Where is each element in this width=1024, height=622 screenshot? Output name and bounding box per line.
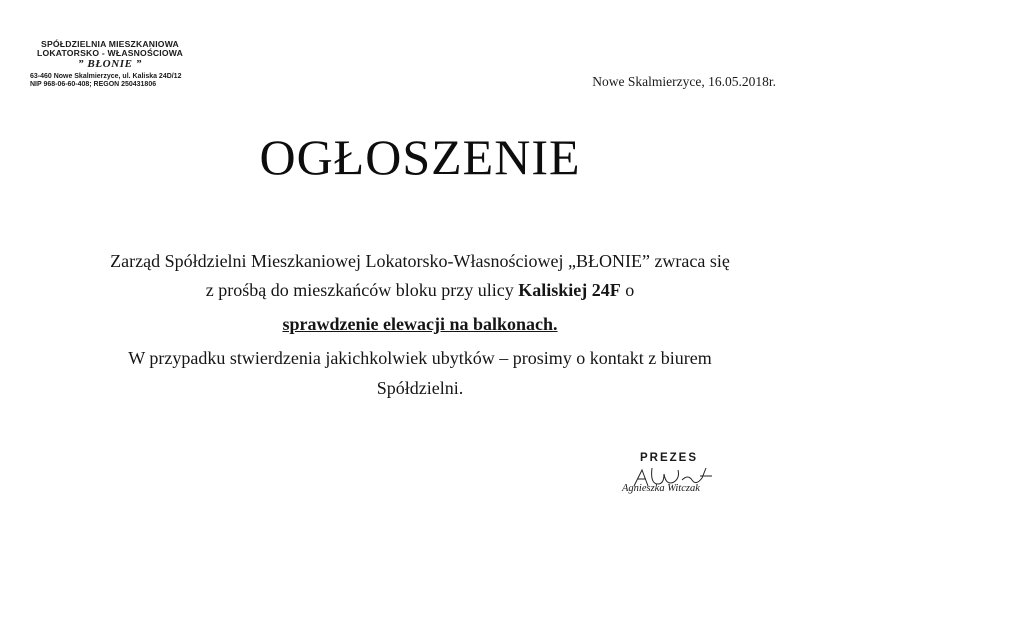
stamp-line-2: LOKATORSKO - WŁASNOŚCIOWA bbox=[37, 48, 183, 59]
body-line-2-suffix: o bbox=[620, 280, 635, 300]
place-date: Nowe Skalmierzyce, 16.05.2018r. bbox=[592, 74, 776, 89]
announcement-body bbox=[0, 252, 840, 397]
stamp-line-1: SPÓŁDZIELNIA MIESZKANIOWA bbox=[41, 39, 179, 49]
stamp-nip-regon: NIP 968-06-60-408; REGON 250431806 bbox=[30, 78, 157, 88]
body-line-2 bbox=[0, 281, 840, 299]
signature-block bbox=[608, 452, 758, 494]
signature-name: Agnieszka Witczak bbox=[622, 483, 700, 494]
body-line-5: Spółdzielni. bbox=[376, 378, 464, 398]
request-highlight: sprawdzenie elewacji na balkonach. bbox=[282, 314, 558, 334]
body-line-4: W przypadku stwierdzenia jakichkolwiek ubytków – prosimy o kontakt z biurem bbox=[128, 348, 712, 368]
handwritten-signature bbox=[630, 464, 720, 490]
signature-role: PREZES bbox=[639, 452, 698, 464]
page-title: OGŁOSZENIE bbox=[259, 129, 581, 185]
street-address: Kaliskiej 24F bbox=[518, 280, 621, 300]
cooperative-stamp bbox=[30, 40, 210, 88]
stamp-address: 63-460 Nowe Skalmierzyce, ul. Kaliska 24D/12 bbox=[30, 70, 182, 80]
stamp-name: ” BŁONIE ” bbox=[77, 58, 143, 71]
body-line-1: Zarząd Spółdzielni Mieszkaniowej Lokatorsko-Własnościowej „BŁONIE” zwraca się bbox=[110, 251, 730, 271]
body-line-2-prefix: z prośbą do mieszkańców bloku przy ulicy bbox=[205, 280, 519, 300]
